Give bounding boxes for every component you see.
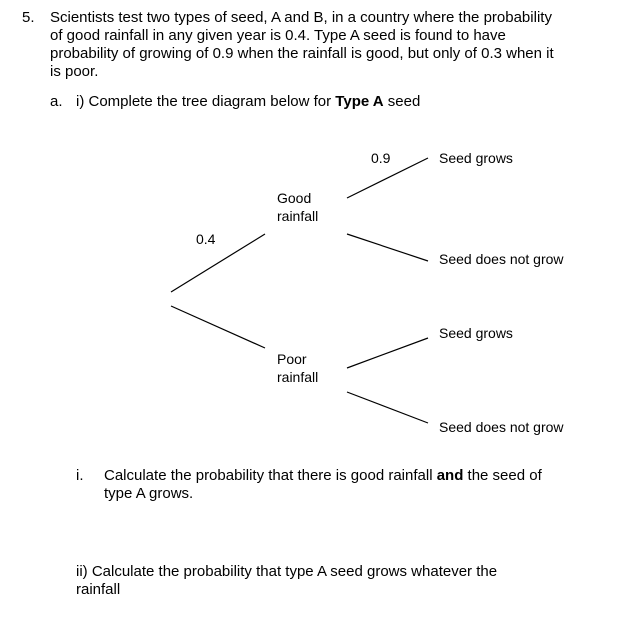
branch-poor-grows bbox=[347, 338, 428, 368]
branch-good bbox=[171, 234, 265, 292]
outcome-label: Seed does not grow bbox=[439, 251, 564, 267]
part-ii-text: ii) Calculate the probability that type A seed grows whatever the bbox=[76, 563, 498, 580]
outcome-label: Seed grows bbox=[439, 150, 513, 166]
part-i-text-line2: type A grows. bbox=[104, 485, 194, 502]
part-a-text-pre: i) Complete the tree diagram below for bbox=[76, 93, 336, 110]
part-i-text-pre: Calculate the probability that there is good rainfall bbox=[104, 467, 437, 484]
question-number: 5. bbox=[22, 9, 35, 26]
question-line: Scientists test two types of seed, A and B, in a country where the probability bbox=[50, 9, 552, 26]
question-line: probability of growing of 0.9 when the rainfall is good, but only of 0.3 when it bbox=[50, 45, 554, 62]
question-line: is poor. bbox=[50, 63, 99, 80]
good-label: rainfall bbox=[277, 208, 319, 224]
part-ii-text-line2: rainfall bbox=[76, 581, 121, 598]
part-a-text-post: seed bbox=[383, 93, 421, 110]
question-line: of good rainfall in any given year is 0.4. Type A seed is found to have bbox=[50, 27, 506, 44]
branch-good-not-grow bbox=[347, 234, 428, 261]
branch-poor bbox=[171, 306, 265, 348]
part-i-and: and bbox=[436, 467, 464, 484]
poor-label: rainfall bbox=[277, 369, 319, 385]
part-i-text bbox=[104, 467, 542, 485]
part-a-label: a. bbox=[50, 93, 63, 110]
part-i-text-post: the seed of bbox=[463, 467, 542, 484]
poor-label: Poor bbox=[277, 351, 307, 367]
outcome-label: Seed does not grow bbox=[439, 419, 564, 435]
prob-good: 0.4 bbox=[196, 231, 216, 247]
good-label: Good bbox=[277, 190, 312, 206]
part-i-label: i. bbox=[76, 467, 84, 484]
branch-poor-not-grow bbox=[347, 392, 428, 423]
part-a-type: Type A bbox=[335, 93, 384, 110]
outcome-label: Seed grows bbox=[439, 325, 513, 341]
prob-grow-good: 0.9 bbox=[371, 150, 391, 166]
